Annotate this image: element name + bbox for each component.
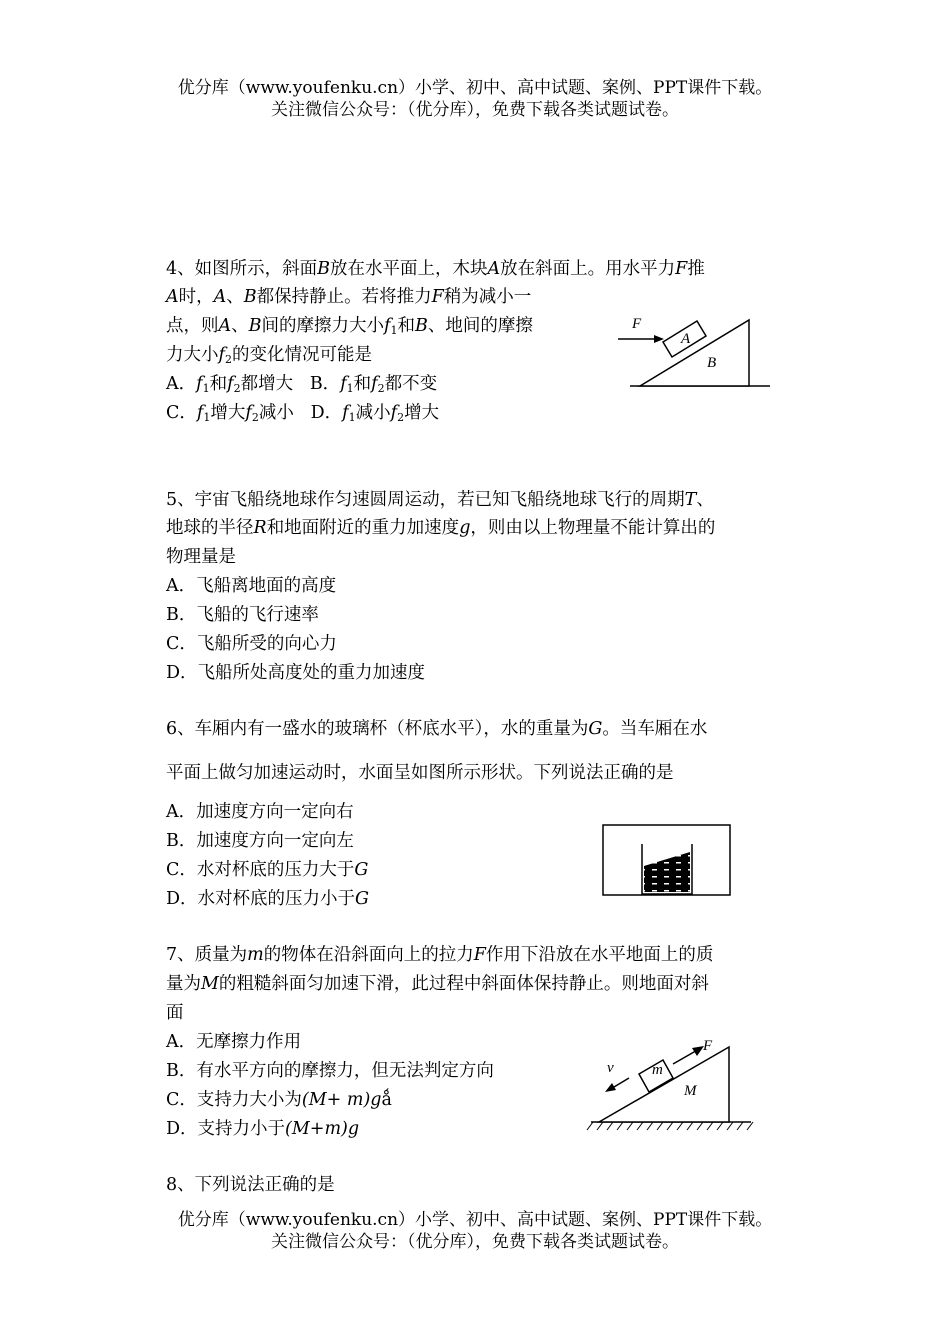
label-f: F xyxy=(703,1038,713,1054)
q5-line3: 物理量是 xyxy=(166,547,236,567)
q6-option-b: B．加速度方向一定向左 xyxy=(166,831,354,851)
q6-line1: 6、车厢内有一盛水的玻璃杯（杯底水平），水的重量为G。当车厢在水 xyxy=(166,719,708,739)
q5-option-d: D．飞船所处高度处的重力加速度 xyxy=(166,663,426,683)
q5-option-c: C．飞船所受的向心力 xyxy=(166,634,337,654)
q4-options-ab: A．$f_1$和$f_2$都增大 B．$f_1$和$f_2$都不变 xyxy=(166,374,438,395)
label-v: v xyxy=(607,1060,614,1076)
q4-line2: A时，A、B都保持静止。若将推力F稍为减小一 xyxy=(166,287,532,307)
q7-option-b: B．有水平方向的摩擦力，但无法判定方向 xyxy=(166,1061,494,1081)
q7-option-c: C．支持力大小为(M+ m)gǻ xyxy=(166,1090,392,1110)
q7-option-d: D．支持力小于(M+m)g xyxy=(166,1119,360,1139)
ground-hatching xyxy=(587,1122,753,1130)
q5-line2: 地球的半径R和地面附近的重力加速度g，则由以上物理量不能计算出的 xyxy=(166,518,716,538)
label-f: F xyxy=(632,316,642,332)
q5-line1: 5、宇宙飞船绕地球作匀速圆周运动，若已知飞船绕地球飞行的周期T、 xyxy=(166,490,714,510)
q7-option-a: A．无摩擦力作用 xyxy=(166,1032,302,1052)
page-footer-line1: 优分库（www.youfenku.cn）小学、初中、高中试题、案例、PPT课件下载。 xyxy=(177,1210,773,1230)
q4-line3: 点，则A、B间的摩擦力大小$f_1$和B、地间的摩擦 xyxy=(166,316,533,337)
q7-line2: 量为M的粗糙斜面匀加速下滑，此过程中斜面体保持静止。则地面对斜 xyxy=(166,974,709,994)
page-header-line1: 优分库（www.youfenku.cn）小学、初中、高中试题、案例、PPT课件下载。 xyxy=(177,78,773,98)
velocity-arrow-head xyxy=(605,1083,616,1092)
q4-options-cd: C．$f_1$增大$f_2$减小 D．$f_1$减小$f_2$增大 xyxy=(166,403,440,424)
page-footer-line2: 关注微信公众号：（优分库），免费下载各类试题试卷。 xyxy=(271,1232,679,1252)
label-m: m xyxy=(652,1062,663,1078)
q4-line1: 4、如图所示，斜面B放在水平面上，木块A放在斜面上。用水平力F推 xyxy=(166,259,705,279)
q6-option-c: C．水对杯底的压力大于G xyxy=(166,860,369,880)
q6-line2: 平面上做匀加速运动时，水面呈如图所示形状。下列说法正确的是 xyxy=(166,763,674,783)
label-a: A xyxy=(681,331,691,347)
q7-line1: 7、质量为m的物体在沿斜面向上的拉力F作用下沿放在水平地面上的质 xyxy=(166,945,714,965)
q7-incline-diagram xyxy=(585,1036,755,1136)
q5-option-b: B．飞船的飞行速率 xyxy=(166,605,319,625)
label-big-m: M xyxy=(684,1083,697,1099)
q8-line1: 8、下列说法正确的是 xyxy=(166,1175,335,1195)
page-header-line2: 关注微信公众号：（优分库），免费下载各类试题试卷。 xyxy=(271,100,679,120)
q6-option-a: A．加速度方向一定向右 xyxy=(166,802,354,822)
q6-option-d: D．水对杯底的压力小于G xyxy=(166,889,370,909)
q4-incline-diagram xyxy=(612,310,777,390)
label-b: B xyxy=(707,355,717,371)
q4-line4: 力大小$f_2$的变化情况可能是 xyxy=(166,345,372,366)
q6-water-glass-diagram xyxy=(602,824,732,898)
q7-line3: 面 xyxy=(166,1003,184,1023)
q5-option-a: A．飞船离地面的高度 xyxy=(166,576,337,596)
